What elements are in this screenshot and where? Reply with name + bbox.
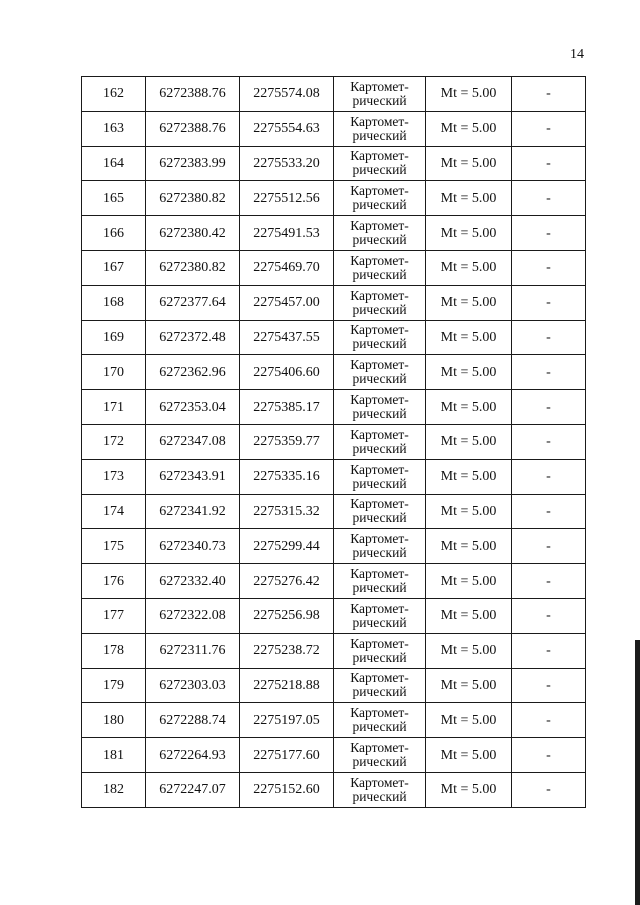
- y-coordinate-cell: 2275315.32: [240, 494, 334, 529]
- point-number-cell: 179: [82, 668, 146, 703]
- accuracy-cell: Mt = 5.00: [426, 564, 512, 599]
- method-cell: [334, 181, 426, 216]
- table-row: [82, 494, 586, 529]
- table-row: [82, 529, 586, 564]
- point-number-cell: 164: [82, 146, 146, 181]
- method-line2: рический: [352, 614, 407, 630]
- x-coordinate-cell: 6272353.04: [146, 390, 240, 425]
- x-coordinate-cell: 6272322.08: [146, 598, 240, 633]
- y-coordinate-cell: 2275385.17: [240, 390, 334, 425]
- x-coordinate-cell: 6272332.40: [146, 564, 240, 599]
- accuracy-cell: Mt = 5.00: [426, 390, 512, 425]
- note-cell: -: [512, 459, 586, 494]
- x-coordinate-cell: 6272380.82: [146, 181, 240, 216]
- y-coordinate-cell: 2275177.60: [240, 738, 334, 773]
- y-coordinate-cell: 2275554.63: [240, 111, 334, 146]
- method-line1: Картомет-: [350, 392, 409, 408]
- note-cell: -: [512, 111, 586, 146]
- x-coordinate-cell: 6272340.73: [146, 529, 240, 564]
- method-line1: Картомет-: [350, 148, 409, 164]
- method-line2: рический: [352, 684, 407, 700]
- x-coordinate-cell: 6272388.76: [146, 77, 240, 112]
- point-number-cell: 182: [82, 772, 146, 807]
- method-line1: Картомет-: [350, 705, 409, 721]
- note-cell: -: [512, 564, 586, 599]
- note-cell: -: [512, 216, 586, 251]
- y-coordinate-cell: 2275152.60: [240, 772, 334, 807]
- x-coordinate-cell: 6272288.74: [146, 703, 240, 738]
- method-line2: рический: [352, 440, 407, 456]
- method-line1: Картомет-: [350, 740, 409, 756]
- point-number-cell: 170: [82, 355, 146, 390]
- y-coordinate-cell: 2275512.56: [240, 181, 334, 216]
- method-line2: рический: [352, 232, 407, 248]
- note-cell: -: [512, 703, 586, 738]
- x-coordinate-cell: 6272377.64: [146, 285, 240, 320]
- method-line2: рический: [352, 336, 407, 352]
- method-cell: [334, 772, 426, 807]
- method-line1: Картомет-: [350, 322, 409, 338]
- table-row: [82, 703, 586, 738]
- method-line2: рический: [352, 754, 407, 770]
- x-coordinate-cell: 6272303.03: [146, 668, 240, 703]
- method-line1: Картомет-: [350, 287, 409, 303]
- method-line1: Картомет-: [350, 635, 409, 651]
- method-line2: рический: [352, 649, 407, 665]
- method-line1: Картомет-: [350, 357, 409, 373]
- method-line2: рический: [352, 475, 407, 491]
- point-number-cell: 165: [82, 181, 146, 216]
- method-cell: [334, 424, 426, 459]
- method-line1: Картомет-: [350, 496, 409, 512]
- point-number-cell: 174: [82, 494, 146, 529]
- point-number-cell: 172: [82, 424, 146, 459]
- y-coordinate-cell: 2275437.55: [240, 320, 334, 355]
- y-coordinate-cell: 2275491.53: [240, 216, 334, 251]
- accuracy-cell: Mt = 5.00: [426, 320, 512, 355]
- method-cell: [334, 598, 426, 633]
- table-row: [82, 598, 586, 633]
- coordinates-table: [81, 76, 586, 808]
- accuracy-cell: Mt = 5.00: [426, 250, 512, 285]
- coordinates-table-body: [82, 77, 586, 808]
- x-coordinate-cell: 6272311.76: [146, 633, 240, 668]
- table-row: [82, 772, 586, 807]
- accuracy-cell: Mt = 5.00: [426, 424, 512, 459]
- table-row: [82, 77, 586, 112]
- x-coordinate-cell: 6272264.93: [146, 738, 240, 773]
- table-row: [82, 355, 586, 390]
- method-line2: рический: [352, 406, 407, 422]
- accuracy-cell: Mt = 5.00: [426, 494, 512, 529]
- note-cell: -: [512, 181, 586, 216]
- table-row: [82, 738, 586, 773]
- x-coordinate-cell: 6272383.99: [146, 146, 240, 181]
- method-cell: [334, 77, 426, 112]
- method-cell: [334, 111, 426, 146]
- method-cell: [334, 529, 426, 564]
- method-line1: Картомет-: [350, 218, 409, 234]
- x-coordinate-cell: 6272247.07: [146, 772, 240, 807]
- x-coordinate-cell: 6272362.96: [146, 355, 240, 390]
- table-row: [82, 181, 586, 216]
- point-number-cell: 173: [82, 459, 146, 494]
- x-coordinate-cell: 6272372.48: [146, 320, 240, 355]
- y-coordinate-cell: 2275299.44: [240, 529, 334, 564]
- method-cell: [334, 668, 426, 703]
- table-row: [82, 285, 586, 320]
- x-coordinate-cell: 6272341.92: [146, 494, 240, 529]
- point-number-cell: 175: [82, 529, 146, 564]
- method-cell: [334, 355, 426, 390]
- point-number-cell: 171: [82, 390, 146, 425]
- method-line2: рический: [352, 545, 407, 561]
- method-cell: [334, 216, 426, 251]
- method-line1: Картомет-: [350, 426, 409, 442]
- method-cell: [334, 703, 426, 738]
- x-coordinate-cell: 6272343.91: [146, 459, 240, 494]
- note-cell: -: [512, 529, 586, 564]
- table-row: [82, 390, 586, 425]
- note-cell: -: [512, 77, 586, 112]
- point-number-cell: 163: [82, 111, 146, 146]
- method-cell: [334, 564, 426, 599]
- method-cell: [334, 320, 426, 355]
- accuracy-cell: Mt = 5.00: [426, 111, 512, 146]
- accuracy-cell: Mt = 5.00: [426, 703, 512, 738]
- method-line1: Картомет-: [350, 183, 409, 199]
- y-coordinate-cell: 2275276.42: [240, 564, 334, 599]
- method-cell: [334, 459, 426, 494]
- y-coordinate-cell: 2275533.20: [240, 146, 334, 181]
- y-coordinate-cell: 2275457.00: [240, 285, 334, 320]
- method-line1: Картомет-: [350, 78, 409, 94]
- method-cell: [334, 285, 426, 320]
- point-number-cell: 168: [82, 285, 146, 320]
- x-coordinate-cell: 6272380.42: [146, 216, 240, 251]
- table-row: [82, 424, 586, 459]
- note-cell: -: [512, 390, 586, 425]
- method-line2: рический: [352, 719, 407, 735]
- method-line2: рический: [352, 301, 407, 317]
- accuracy-cell: Mt = 5.00: [426, 598, 512, 633]
- note-cell: -: [512, 633, 586, 668]
- note-cell: -: [512, 146, 586, 181]
- note-cell: -: [512, 250, 586, 285]
- point-number-cell: 181: [82, 738, 146, 773]
- method-line2: рический: [352, 510, 407, 526]
- method-line2: рический: [352, 127, 407, 143]
- accuracy-cell: Mt = 5.00: [426, 529, 512, 564]
- accuracy-cell: Mt = 5.00: [426, 738, 512, 773]
- method-cell: [334, 633, 426, 668]
- method-cell: [334, 494, 426, 529]
- method-line2: рический: [352, 580, 407, 596]
- table-row: [82, 250, 586, 285]
- method-cell: [334, 390, 426, 425]
- accuracy-cell: Mt = 5.00: [426, 633, 512, 668]
- x-coordinate-cell: 6272347.08: [146, 424, 240, 459]
- note-cell: -: [512, 598, 586, 633]
- point-number-cell: 162: [82, 77, 146, 112]
- table-row: [82, 146, 586, 181]
- y-coordinate-cell: 2275256.98: [240, 598, 334, 633]
- method-line1: Картомет-: [350, 252, 409, 268]
- accuracy-cell: Mt = 5.00: [426, 355, 512, 390]
- note-cell: -: [512, 424, 586, 459]
- point-number-cell: 176: [82, 564, 146, 599]
- accuracy-cell: Mt = 5.00: [426, 668, 512, 703]
- note-cell: -: [512, 320, 586, 355]
- note-cell: -: [512, 285, 586, 320]
- method-cell: [334, 250, 426, 285]
- table-row: [82, 320, 586, 355]
- accuracy-cell: Mt = 5.00: [426, 459, 512, 494]
- note-cell: -: [512, 494, 586, 529]
- table-row: [82, 216, 586, 251]
- method-line2: рический: [352, 197, 407, 213]
- y-coordinate-cell: 2275335.16: [240, 459, 334, 494]
- point-number-cell: 178: [82, 633, 146, 668]
- accuracy-cell: Mt = 5.00: [426, 285, 512, 320]
- note-cell: -: [512, 668, 586, 703]
- y-coordinate-cell: 2275469.70: [240, 250, 334, 285]
- method-line1: Картомет-: [350, 600, 409, 616]
- method-line1: Картомет-: [350, 566, 409, 582]
- note-cell: -: [512, 738, 586, 773]
- x-coordinate-cell: 6272388.76: [146, 111, 240, 146]
- point-number-cell: 177: [82, 598, 146, 633]
- accuracy-cell: Mt = 5.00: [426, 77, 512, 112]
- method-cell: [334, 146, 426, 181]
- table-row: [82, 564, 586, 599]
- point-number-cell: 169: [82, 320, 146, 355]
- scan-edge-shadow: [635, 640, 640, 905]
- method-line2: рический: [352, 92, 407, 108]
- point-number-cell: 180: [82, 703, 146, 738]
- note-cell: -: [512, 355, 586, 390]
- method-line1: Картомет-: [350, 774, 409, 790]
- page-number: 14: [570, 47, 584, 62]
- accuracy-cell: Mt = 5.00: [426, 146, 512, 181]
- method-line1: Картомет-: [350, 113, 409, 129]
- method-line2: рический: [352, 162, 407, 178]
- table-row: [82, 668, 586, 703]
- y-coordinate-cell: 2275238.72: [240, 633, 334, 668]
- y-coordinate-cell: 2275218.88: [240, 668, 334, 703]
- table-row: [82, 459, 586, 494]
- method-line2: рический: [352, 788, 407, 804]
- point-number-cell: 166: [82, 216, 146, 251]
- method-line2: рический: [352, 371, 407, 387]
- y-coordinate-cell: 2275359.77: [240, 424, 334, 459]
- table-row: [82, 633, 586, 668]
- accuracy-cell: Mt = 5.00: [426, 181, 512, 216]
- table-row: [82, 111, 586, 146]
- y-coordinate-cell: 2275574.08: [240, 77, 334, 112]
- point-number-cell: 167: [82, 250, 146, 285]
- y-coordinate-cell: 2275197.05: [240, 703, 334, 738]
- accuracy-cell: Mt = 5.00: [426, 772, 512, 807]
- x-coordinate-cell: 6272380.82: [146, 250, 240, 285]
- method-line1: Картомет-: [350, 531, 409, 547]
- method-line1: Картомет-: [350, 461, 409, 477]
- method-cell: [334, 738, 426, 773]
- method-line1: Картомет-: [350, 670, 409, 686]
- y-coordinate-cell: 2275406.60: [240, 355, 334, 390]
- accuracy-cell: Mt = 5.00: [426, 216, 512, 251]
- method-line2: рический: [352, 266, 407, 282]
- note-cell: -: [512, 772, 586, 807]
